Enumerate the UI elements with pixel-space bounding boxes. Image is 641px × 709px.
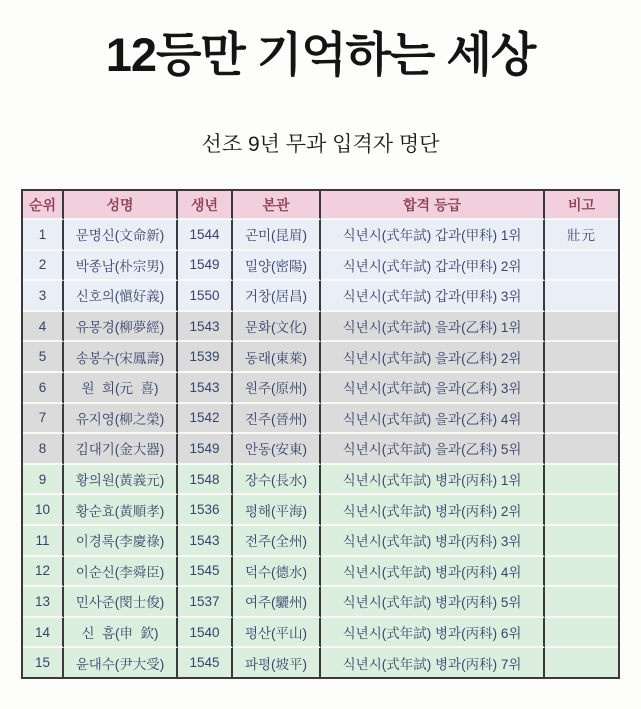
cell-rank: 7: [23, 404, 64, 435]
cell-note: [545, 342, 618, 373]
col-header-name: 성명: [64, 191, 178, 220]
cell-name: 원 희(元 喜): [64, 373, 178, 404]
cell-note: [545, 373, 618, 404]
cell-note: [545, 434, 618, 465]
col-header-clan: 본관: [233, 191, 321, 220]
cell-grade: 식년시(式年試) 병과(丙科) 2위: [321, 495, 545, 526]
cell-birth-year: 1550: [178, 281, 233, 312]
cell-note: [545, 648, 618, 677]
cell-birth-year: 1549: [178, 251, 233, 282]
cell-note: [545, 526, 618, 557]
cell-name: 신호의(愼好義): [64, 281, 178, 312]
cell-rank: 2: [23, 251, 64, 282]
cell-clan: 안동(安東): [233, 434, 321, 465]
cell-grade: 식년시(式年試) 갑과(甲科) 1위: [321, 220, 545, 251]
table-body: [23, 220, 618, 677]
cell-name: 윤대수(尹大受): [64, 648, 178, 677]
table-row: [23, 373, 618, 404]
cell-name: 송봉수(宋鳳壽): [64, 342, 178, 373]
cell-note: 壯元: [545, 220, 618, 251]
cell-rank: 13: [23, 587, 64, 618]
cell-clan: 전주(全州): [233, 526, 321, 557]
cell-grade: 식년시(式年試) 병과(丙科) 7위: [321, 648, 545, 677]
cell-rank: 12: [23, 557, 64, 588]
col-header-birth-year: 생년: [178, 191, 233, 220]
cell-name: 민사준(閔士俊): [64, 587, 178, 618]
cell-rank: 14: [23, 618, 64, 649]
cell-clan: 덕수(德水): [233, 557, 321, 588]
table-row: [23, 251, 618, 282]
table-header-row: [23, 191, 618, 220]
cell-rank: 5: [23, 342, 64, 373]
cell-clan: 장수(長水): [233, 465, 321, 496]
cell-birth-year: 1543: [178, 373, 233, 404]
exam-roster-table: [21, 189, 620, 679]
cell-name: 유몽경(柳夢經): [64, 312, 178, 343]
table-row: [23, 312, 618, 343]
table-row: [23, 281, 618, 312]
cell-clan: 문화(文化): [233, 312, 321, 343]
cell-rank: 11: [23, 526, 64, 557]
table-row: [23, 342, 618, 373]
cell-name: 김대기(金大器): [64, 434, 178, 465]
cell-clan: 진주(晉州): [233, 404, 321, 435]
cell-note: [545, 281, 618, 312]
cell-clan: 동래(東萊): [233, 342, 321, 373]
cell-note: [545, 404, 618, 435]
cell-clan: 평해(平海): [233, 495, 321, 526]
cell-clan: 파평(坡平): [233, 648, 321, 677]
table-row: [23, 557, 618, 588]
cell-note: [545, 495, 618, 526]
cell-name: 문명신(文命新): [64, 220, 178, 251]
cell-birth-year: 1543: [178, 312, 233, 343]
cell-grade: 식년시(式年試) 갑과(甲科) 3위: [321, 281, 545, 312]
table-row: [23, 495, 618, 526]
cell-grade: 식년시(式年試) 을과(乙科) 3위: [321, 373, 545, 404]
table-row: [23, 526, 618, 557]
cell-note: [545, 587, 618, 618]
cell-grade: 식년시(式年試) 을과(乙科) 1위: [321, 312, 545, 343]
cell-rank: 9: [23, 465, 64, 496]
cell-name: 박종남(朴宗男): [64, 251, 178, 282]
cell-birth-year: 1536: [178, 495, 233, 526]
cell-clan: 곤미(昆眉): [233, 220, 321, 251]
cell-rank: 4: [23, 312, 64, 343]
cell-grade: 식년시(式年試) 병과(丙科) 1위: [321, 465, 545, 496]
cell-grade: 식년시(式年試) 갑과(甲科) 2위: [321, 251, 545, 282]
col-header-note: 비고: [545, 191, 618, 220]
cell-rank: 6: [23, 373, 64, 404]
cell-grade: 식년시(式年試) 을과(乙科) 2위: [321, 342, 545, 373]
cell-note: [545, 312, 618, 343]
cell-rank: 8: [23, 434, 64, 465]
cell-clan: 원주(原州): [233, 373, 321, 404]
page-title: 12등만 기억하는 세상: [105, 28, 536, 81]
cell-rank: 10: [23, 495, 64, 526]
col-header-grade: 합격 등급: [321, 191, 545, 220]
cell-clan: 거창(居昌): [233, 281, 321, 312]
cell-grade: 식년시(式年試) 을과(乙科) 5위: [321, 434, 545, 465]
col-header-rank: 순위: [23, 191, 64, 220]
cell-note: [545, 618, 618, 649]
cell-name: 이경록(李慶祿): [64, 526, 178, 557]
table-row: [23, 618, 618, 649]
cell-name: 황순효(黃順孝): [64, 495, 178, 526]
cell-name: 이순신(李舜臣): [64, 557, 178, 588]
cell-grade: 식년시(式年試) 을과(乙科) 4위: [321, 404, 545, 435]
cell-birth-year: 1540: [178, 618, 233, 649]
cell-name: 유지영(柳之榮): [64, 404, 178, 435]
cell-grade: 식년시(式年試) 병과(丙科) 3위: [321, 526, 545, 557]
cell-note: [545, 557, 618, 588]
cell-clan: 밀양(密陽): [233, 251, 321, 282]
cell-rank: 15: [23, 648, 64, 677]
cell-birth-year: 1548: [178, 465, 233, 496]
cell-birth-year: 1537: [178, 587, 233, 618]
cell-name: 황의원(黃義元): [64, 465, 178, 496]
page-subtitle: 선조 9년 무과 입격자 명단: [201, 133, 440, 156]
cell-note: [545, 251, 618, 282]
cell-grade: 식년시(式年試) 병과(丙科) 4위: [321, 557, 545, 588]
table-row: [23, 434, 618, 465]
cell-birth-year: 1542: [178, 404, 233, 435]
cell-name: 신 흠(申 欽): [64, 618, 178, 649]
cell-birth-year: 1539: [178, 342, 233, 373]
table-row: [23, 220, 618, 251]
cell-note: [545, 465, 618, 496]
cell-clan: 평산(平山): [233, 618, 321, 649]
cell-clan: 여주(驪州): [233, 587, 321, 618]
table-row: [23, 587, 618, 618]
table-row: [23, 648, 618, 677]
cell-birth-year: 1545: [178, 648, 233, 677]
cell-birth-year: 1549: [178, 434, 233, 465]
cell-rank: 3: [23, 281, 64, 312]
cell-grade: 식년시(式年試) 병과(丙科) 6위: [321, 618, 545, 649]
table-row: [23, 404, 618, 435]
cell-grade: 식년시(式年試) 병과(丙科) 5위: [321, 587, 545, 618]
cell-birth-year: 1544: [178, 220, 233, 251]
cell-rank: 1: [23, 220, 64, 251]
cell-birth-year: 1543: [178, 526, 233, 557]
table-row: [23, 465, 618, 496]
cell-birth-year: 1545: [178, 557, 233, 588]
